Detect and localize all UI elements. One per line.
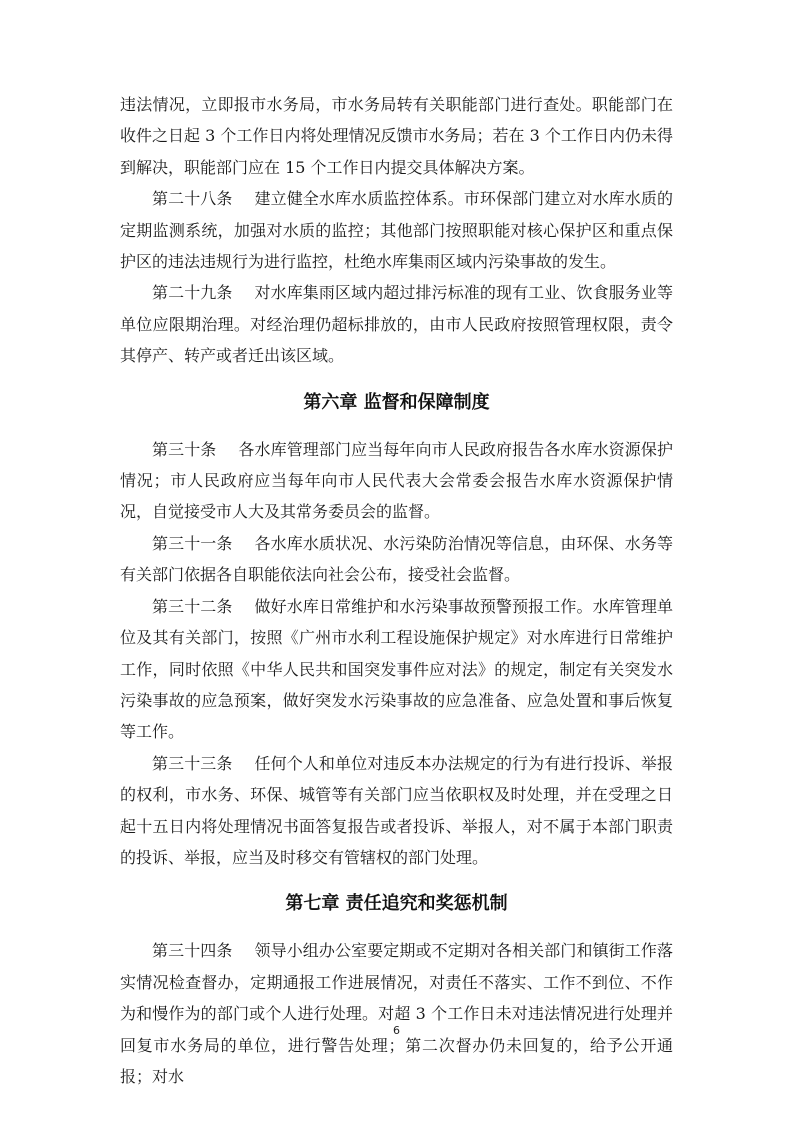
article-number: 第三十三条: [152, 753, 233, 773]
article-34: [120, 935, 673, 1092]
article-33: [120, 748, 673, 874]
article-text: 做好水库日常维护和水污染事故预警预报工作。水库管理单位及其有关部门，按照《广州市水利工程设施保护规定》对水库进行日常维护工作，同时依照《中华人民共和国突发事件应对法》的规定，制定有关突发水污染事故的应急预案，做好突发水污染事故的应急准备、应急处置和事后恢复等工作。: [120, 596, 673, 742]
article-text: 任何个人和单位对违反本办法规定的行为有进行投诉、举报的权利，市水务、环保、城管等有关部门应当依职权及时处理，并在受理之日起十五日内将处理情况书面答复报告或者投诉、举报人，对不属于本部门职责的投诉、举报，应当及时移交有管辖权的部门处理。: [120, 753, 673, 867]
article-number: 第三十四条: [152, 941, 233, 961]
article-number: 第二十九条: [152, 283, 233, 303]
article-text: 各水库水质状况、水污染防治情况等信息，由环保、水务等有关部门依据各自职能依法向社会公布，接受社会监督。: [120, 533, 673, 585]
article-text: 领导小组办公室要定期或不定期对各相关部门和镇街工作落实情况检查督办，定期通报工作进展情况，对责任不落实、工作不到位、不作为和慢作为的部门或个人进行处理。对超 3 个工作日未对违法情况进行处理并回复市水务局的单位，进行警告处理；第二次督办仍未回复的，给予公开通报；对水: [120, 941, 673, 1086]
article-text: 对水库集雨区域内超过排污标准的现有工业、饮食服务业等单位应限期治理。对经治理仍超标排放的，由市人民政府按照管理权限，责令其停产、转产或者迁出该区域。: [120, 283, 673, 366]
article-number: 第三十条: [152, 439, 217, 459]
document-body: [120, 89, 673, 1092]
chapter-6-heading: 第六章 监督和保障制度: [303, 391, 490, 413]
page-number: 6: [393, 1024, 400, 1037]
article-number: 第三十二条: [152, 596, 233, 616]
article-32: [120, 591, 673, 748]
article-30: [120, 434, 673, 528]
article-number: 第二十八条: [152, 189, 233, 209]
article-29: [120, 277, 673, 371]
article-text: 各水库管理部门应当每年向市人民政府报告各水库水资源保护情况；市人民政府应当每年向市人民代表大会常委会报告水库水资源保护情况，自觉接受市人大及其常务委员会的监督。: [120, 439, 673, 522]
article-text: 建立健全水库水质监控体系。市环保部门建立对水库水质的定期监测系统，加强对水质的监控；其他部门按照职能对核心保护区和重点保护区的违法违规行为进行监控，杜绝水库集雨区域内污染事故的发生。: [120, 189, 673, 272]
article-31: [120, 528, 673, 591]
article-number: 第三十一条: [152, 533, 233, 553]
article-28: [120, 183, 673, 277]
chapter-7-heading: 第七章 责任追究和奖惩机制: [285, 893, 508, 915]
paragraph-continuation: 违法情况，立即报市水务局，市水务局转有关职能部门进行查处。职能部门在收件之日起 3 个工作日内将处理情况反馈市水务局；若在 3 个工作日内仍未得到解决，职能部门应在 15 个工作日内提交具体解决方案。: [120, 95, 673, 177]
